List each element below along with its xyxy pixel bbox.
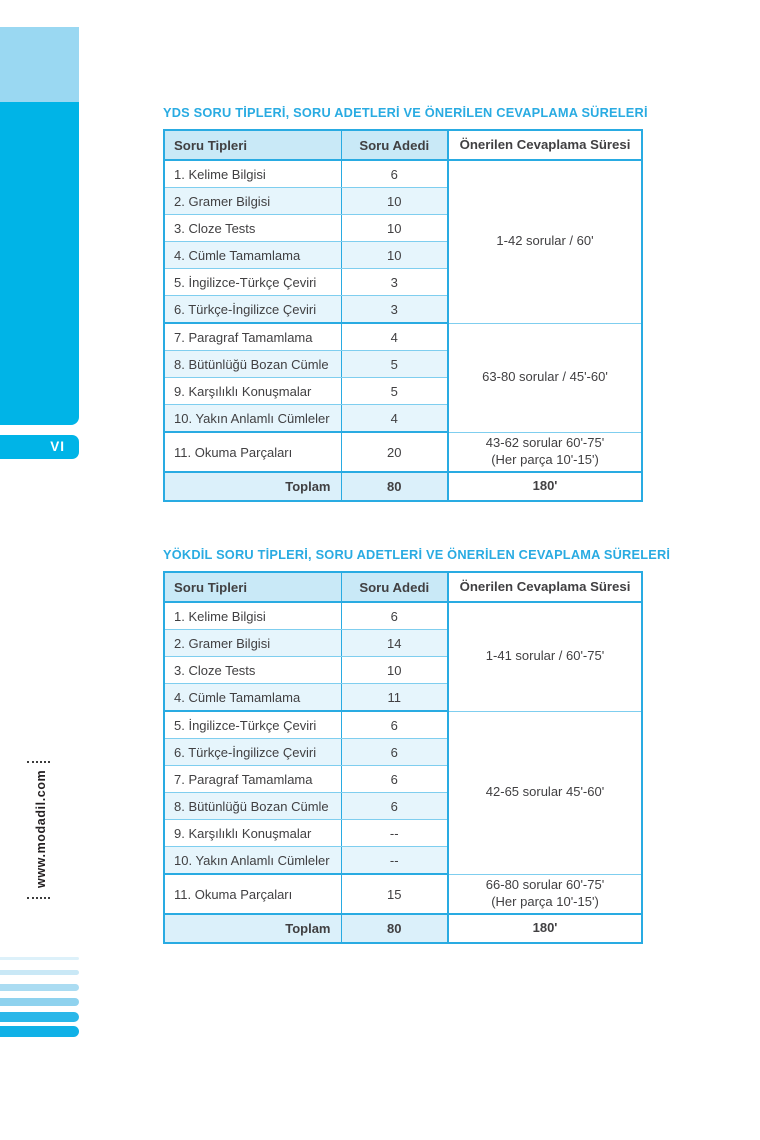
question-count-cell: 10 — [341, 188, 448, 215]
table-row — [164, 432, 642, 472]
yokdil-table-title: YÖKDİL SORU TİPLERİ, SORU ADETLERİ VE ÖNERİLEN CEVAPLAMA SÜRELERİ — [163, 547, 671, 562]
sidebar-light-block — [0, 27, 79, 102]
question-type-cell: 9. Karşılıklı Konuşmalar — [164, 820, 341, 847]
question-count-cell: 5 — [341, 351, 448, 378]
question-count-cell: 4 — [341, 405, 448, 433]
total-label: Toplam — [164, 472, 341, 501]
dotted-divider-bottom — [27, 897, 50, 899]
question-count-cell: 4 — [341, 323, 448, 351]
question-type-cell: 11. Okuma Parçaları — [164, 432, 341, 472]
question-count-cell: 6 — [341, 766, 448, 793]
question-type-cell: 8. Bütünlüğü Bozan Cümle — [164, 793, 341, 820]
main-content — [163, 105, 671, 944]
total-time: 180' — [448, 472, 642, 501]
header-cevaplama-suresi: Önerilen Cevaplama Süresi — [448, 130, 642, 160]
table-row — [164, 160, 642, 188]
table-row — [164, 323, 642, 351]
question-count-cell: 3 — [341, 296, 448, 324]
bottom-decor-bar — [0, 1026, 79, 1037]
question-count-cell: 20 — [341, 432, 448, 472]
question-count-cell: 10 — [341, 242, 448, 269]
question-count-cell: 6 — [341, 793, 448, 820]
question-type-cell: 10. Yakın Anlamlı Cümleler — [164, 847, 341, 875]
header-soru-tipleri: Soru Tipleri — [164, 572, 341, 602]
question-type-cell: 5. İngilizce-Türkçe Çeviri — [164, 269, 341, 296]
question-count-cell: 14 — [341, 630, 448, 657]
suggested-time-cell: 66-80 sorular 60'-75' (Her parça 10'-15') — [448, 874, 642, 914]
total-count: 80 — [341, 914, 448, 943]
bottom-decor-bar — [0, 1012, 79, 1022]
question-count-cell: 6 — [341, 711, 448, 739]
question-count-cell: -- — [341, 847, 448, 875]
table-row — [164, 602, 642, 630]
question-type-cell: 2. Gramer Bilgisi — [164, 630, 341, 657]
table-row — [164, 874, 642, 914]
question-count-cell: 6 — [341, 602, 448, 630]
question-type-cell: 2. Gramer Bilgisi — [164, 188, 341, 215]
page-number-tab: VI — [0, 435, 79, 459]
question-type-cell: 3. Cloze Tests — [164, 657, 341, 684]
question-count-cell: -- — [341, 820, 448, 847]
question-type-cell: 6. Türkçe-İngilizce Çeviri — [164, 296, 341, 324]
sidebar-cyan-bar — [0, 102, 79, 425]
question-count-cell: 15 — [341, 874, 448, 914]
question-count-cell: 10 — [341, 215, 448, 242]
question-type-cell: 1. Kelime Bilgisi — [164, 602, 341, 630]
suggested-time-cell: 1-42 sorular / 60' — [448, 160, 642, 323]
question-count-cell: 6 — [341, 739, 448, 766]
header-soru-adedi: Soru Adedi — [341, 572, 448, 602]
bottom-decor-bar — [0, 984, 79, 991]
yds-table — [163, 129, 643, 502]
question-type-cell: 4. Cümle Tamamlama — [164, 242, 341, 269]
bottom-decor-bar — [0, 957, 79, 960]
question-count-cell: 6 — [341, 160, 448, 188]
total-count: 80 — [341, 472, 448, 501]
header-soru-adedi: Soru Adedi — [341, 130, 448, 160]
question-type-cell: 10. Yakın Anlamlı Cümleler — [164, 405, 341, 433]
header-soru-tipleri: Soru Tipleri — [164, 130, 341, 160]
question-type-cell: 11. Okuma Parçaları — [164, 874, 341, 914]
suggested-time-cell: 1-41 sorular / 60'-75' — [448, 602, 642, 711]
yokdil-table — [163, 571, 643, 944]
question-type-cell: 7. Paragraf Tamamlama — [164, 766, 341, 793]
table-row — [164, 711, 642, 739]
bottom-decor-bar — [0, 970, 79, 975]
suggested-time-cell: 43-62 sorular 60'-75' (Her parça 10'-15') — [448, 432, 642, 472]
question-count-cell: 5 — [341, 378, 448, 405]
question-type-cell: 3. Cloze Tests — [164, 215, 341, 242]
question-type-cell: 4. Cümle Tamamlama — [164, 684, 341, 712]
suggested-time-cell: 42-65 sorular 45'-60' — [448, 711, 642, 874]
question-count-cell: 3 — [341, 269, 448, 296]
total-row — [164, 472, 642, 501]
question-type-cell: 6. Türkçe-İngilizce Çeviri — [164, 739, 341, 766]
suggested-time-cell: 63-80 sorular / 45'-60' — [448, 323, 642, 432]
website-vertical-text: www.modadil.com — [34, 769, 48, 889]
question-count-cell: 11 — [341, 684, 448, 712]
yds-section — [163, 105, 648, 502]
dotted-divider-top — [27, 761, 50, 763]
total-row — [164, 914, 642, 943]
question-type-cell: 7. Paragraf Tamamlama — [164, 323, 341, 351]
question-type-cell: 8. Bütünlüğü Bozan Cümle — [164, 351, 341, 378]
yokdil-section — [163, 547, 671, 944]
total-time: 180' — [448, 914, 642, 943]
total-label: Toplam — [164, 914, 341, 943]
question-count-cell: 10 — [341, 657, 448, 684]
header-cevaplama-suresi: Önerilen Cevaplama Süresi — [448, 572, 642, 602]
question-type-cell: 9. Karşılıklı Konuşmalar — [164, 378, 341, 405]
question-type-cell: 1. Kelime Bilgisi — [164, 160, 341, 188]
question-type-cell: 5. İngilizce-Türkçe Çeviri — [164, 711, 341, 739]
yds-table-title: YDS SORU TİPLERİ, SORU ADETLERİ VE ÖNERİLEN CEVAPLAMA SÜRELERİ — [163, 105, 648, 120]
bottom-decor-bar — [0, 998, 79, 1006]
